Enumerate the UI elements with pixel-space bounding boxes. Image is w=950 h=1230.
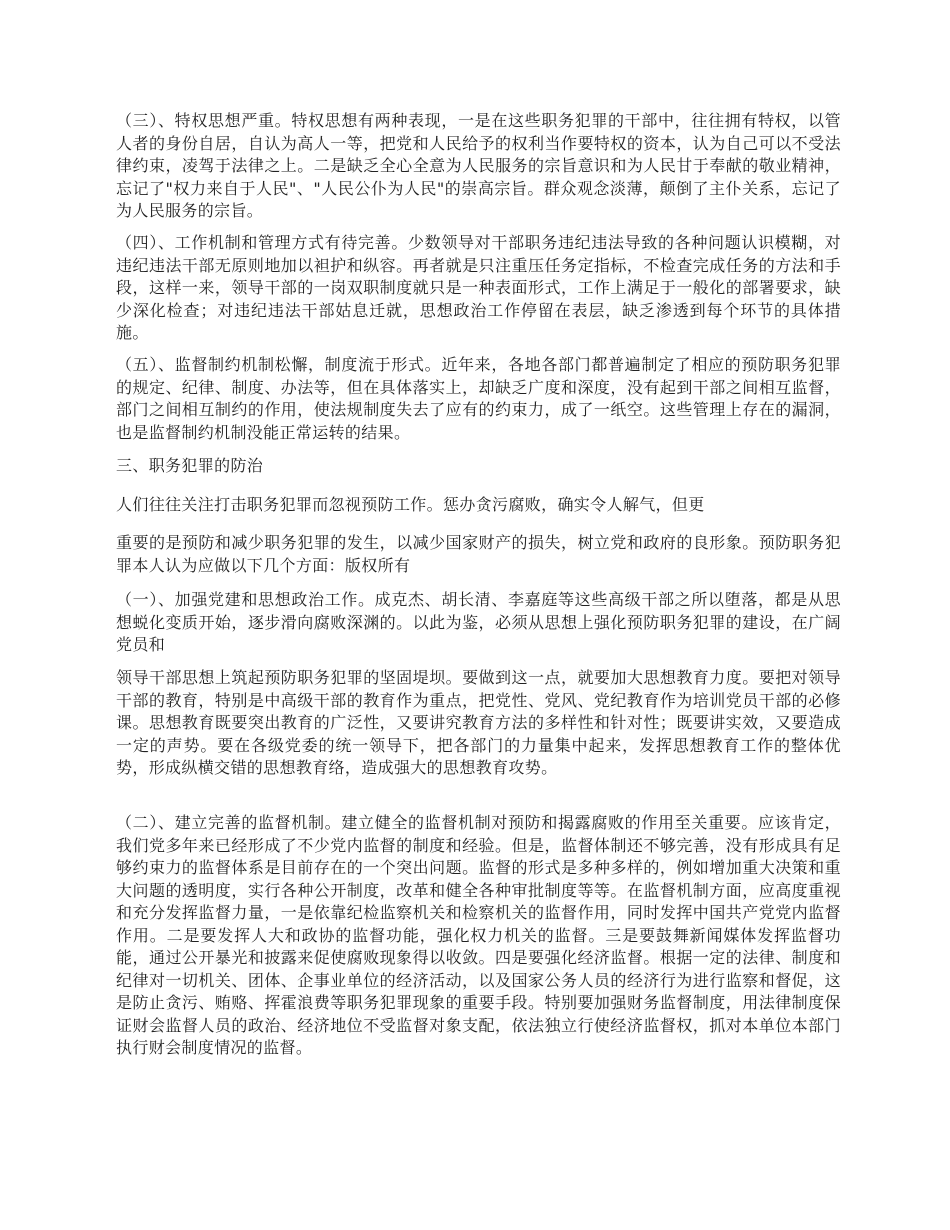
paragraph-prevention-importance: 重要的是预防和减少职务犯罪的发生，以减少国家财产的损失，树立党和政府的良形象。预防职务犯罪本人认为应做以下几个方面：版权所有 <box>116 533 841 575</box>
paragraph-party-building: （一）、加强党建和思想政治工作。成克杰、胡长清、李嘉庭等这些高级干部之所以堕落，都是从思想蜕化变质开始，逐步滑向腐败深渊的。以此为鉴，必须从思想上强化预防职务犯罪的建设，在广阔党员和 <box>116 590 841 654</box>
paragraph-ideological-education: 领导干部思想上筑起预防职务犯罪的坚固堤坝。要做到这一点，就要加大思想教育力度。要把对领导干部的教育，特别是中高级干部的教育作为重点，把党性、党风、党纪教育作为培训党员干部的必修课。思想教育既要突出教育的广泛性，又要讲究教育方法的多样性和针对性；既要讲实效，又要造成一定的声势。要在各级党委的统一领导下，把各部门的力量集中起来，发挥思想教育工作的整体优势，形成纵横交错的思想教育络，造成强大的思想教育攻势。 <box>116 668 841 777</box>
paragraph-work-mechanism: （四）、工作机制和管理方式有待完善。少数领导对干部职务违纪违法导致的各种问题认识模糊，对违纪违法干部无原则地加以袒护和纵容。再者就是只注重压任务定指标，不检查完成任务的方法和手段，这样一来，领导干部的一岗双职制度就只是一种表面形式，工作上满足于一般化的部署要求，缺少深化检查；对违纪违法干部姑息迁就，思想政治工作停留在表层，缺乏渗透到每个环节的具体措施。 <box>116 233 841 342</box>
paragraph-privilege-thinking: （三）、特权思想严重。特权思想有两种表现，一是在这些职务犯罪的干部中，往往拥有特权，以管人者的身份自居，自认为高人一等，把党和人民给予的权利当作要特权的资本，认为自己可以不受法律约束，凌驾于法律之上。二是缺乏全心全意为人民服务的宗旨意识和为人民甘于奉献的敬业精神，忘记了"权力来自于人民"、"人民公仆为人民"的崇高宗旨。群众观念淡薄，颠倒了主仆关系，忘记了为人民服务的宗旨。 <box>116 111 841 220</box>
paragraph-supervision-mechanism: （二）、建立完善的监督机制。建立健全的监督机制对预防和揭露腐败的作用至关重要。应该肯定，我们党多年来已经形成了不少党内监督的制度和经验。但是，监督体制还不够完善，没有形成具有足够约束力的监督体系是目前存在的一个突出问题。监督的形式是多种多样的，例如增加重大决策和重大问题的透明度，实行各种公开制度，改革和健全各种审批制度等等。在监督机制方面，应高度重视和充分发挥监督力量，一是依靠纪检监察机关和检察机关的监督作用，同时发挥中国共产党党内监督作用。二是要发挥人大和政协的监督功能，强化权力机关的监督。三是要鼓舞新闻媒体发挥监督功能，通过公开暴光和披露来促使腐败现象得以收敛。四是要强化经济监督。根据一定的法律、制度和纪律对一切机关、团体、企事业单位的经济活动，以及国家公务人员的经济行为进行监察和督促，这是防止贪污、贿赂、挥霍浪费等职务犯罪现象的重要手段。特别要加强财务监督制度，用法律制度保证财会监督人员的政治、经济地位不受监督对象支配，依法独立行使经济监督权，抓对本单位本部门执行财会制度情况的监督。 <box>116 813 841 1057</box>
paragraph-prevention-intro: 人们往往关注打击职务犯罪而忽视预防工作。惩办贪污腐败，确实令人解气，但更 <box>116 495 705 514</box>
paragraph-supervision-lax: （五）、监督制约机制松懈，制度流于形式。近年来，各地各部门都普遍制定了相应的预防职务犯罪的规定、纪律、制度、办法等，但在具体落实上，却缺乏广度和深度，没有起到干部之间相互监督，部门之间相互制约的作用，使法规制度失去了应有的约束力，成了一纸空。这些管理上存在的漏洞，也是监督制约机制没能正常运转的结果。 <box>116 355 841 442</box>
section-heading-prevention: 三、职务犯罪的防治 <box>116 456 264 475</box>
